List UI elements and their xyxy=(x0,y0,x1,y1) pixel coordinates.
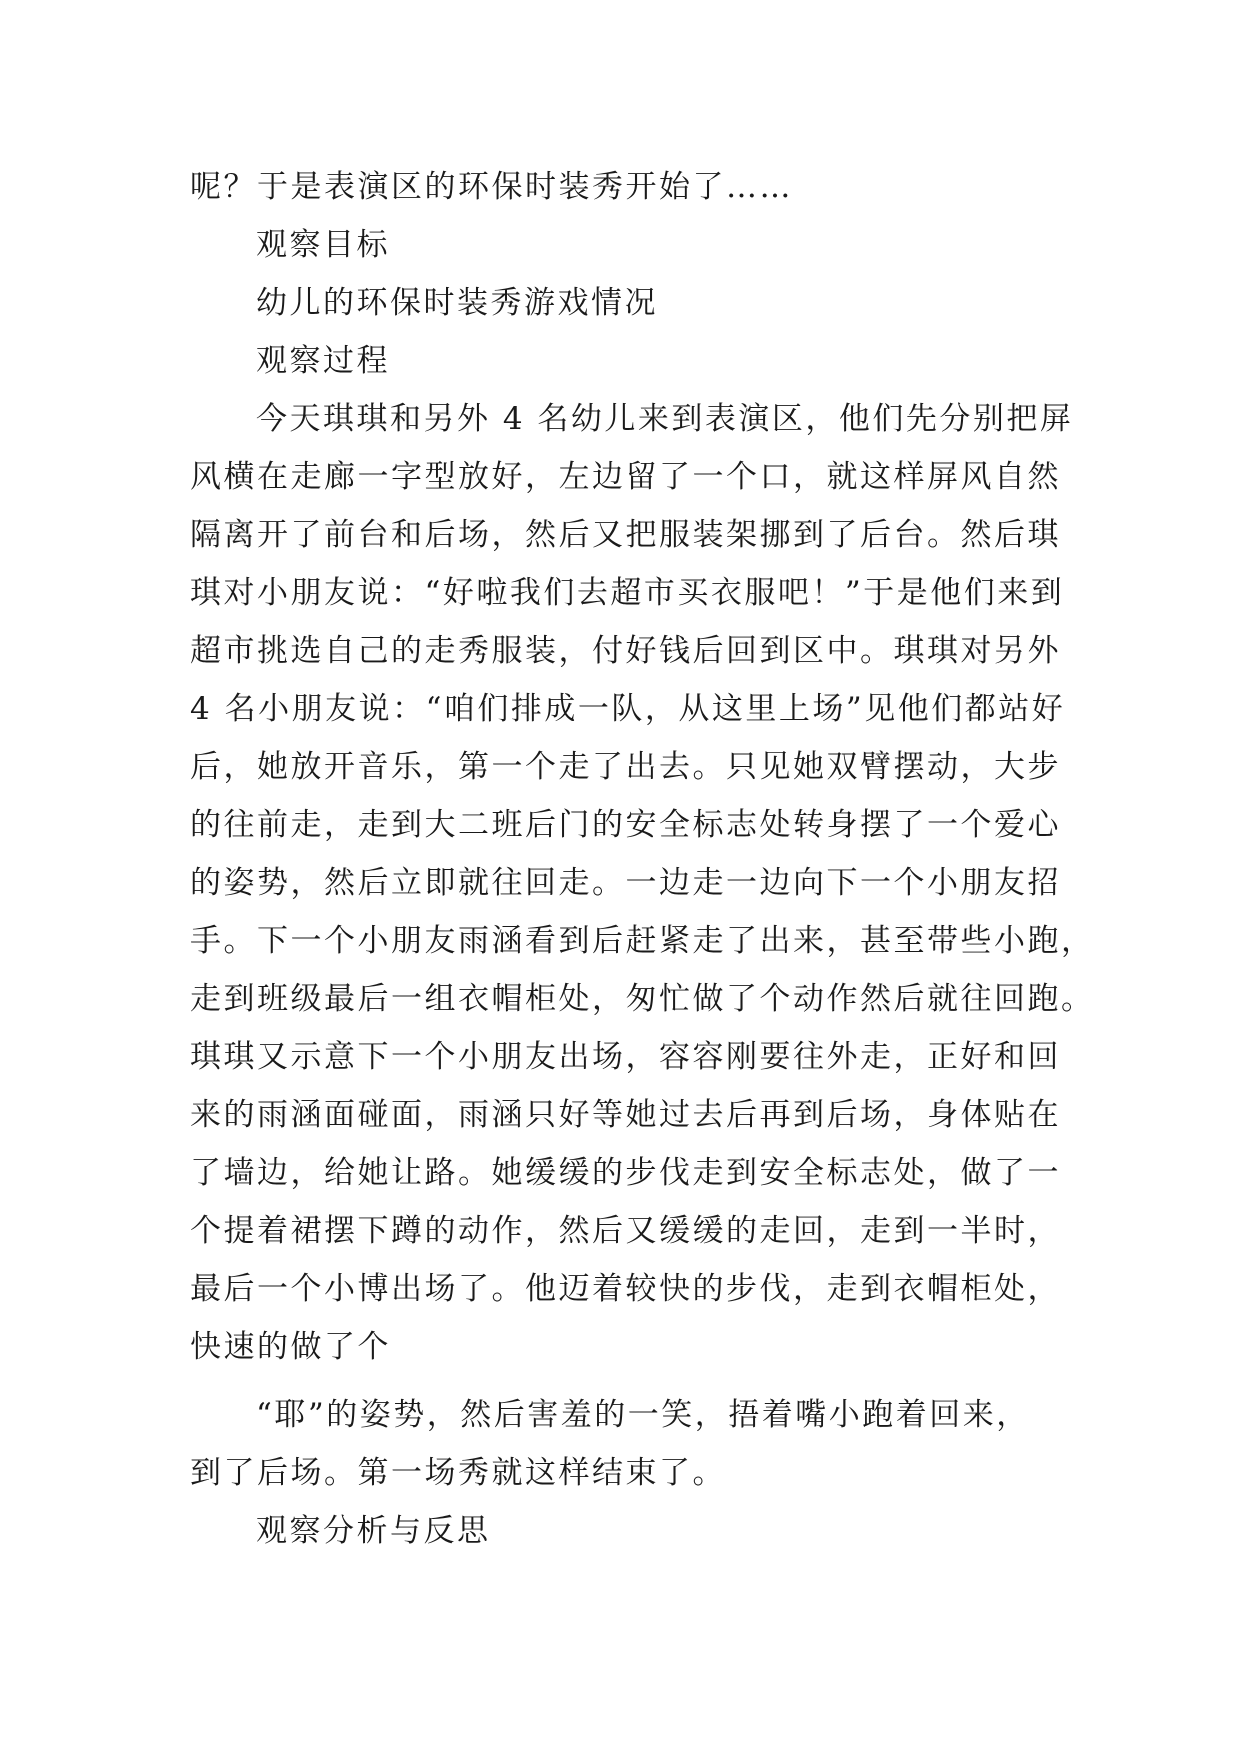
text-line: 的往前走，走到大二班后门的安全标志处转身摆了一个爱心 xyxy=(190,807,1061,843)
text-line: 来的雨涵面碰面，雨涵只好等她过去后再到后场，身体贴在 xyxy=(190,1097,1061,1133)
text-line: 幼儿的环保时装秀游戏情况 xyxy=(256,285,658,321)
text-line: 个提着裙摆下蹲的动作，然后又缓缓的走回，走到一半时， xyxy=(190,1213,1061,1249)
text-line: 后，她放开音乐，第一个走了出去。只见她双臂摆动，大步 xyxy=(190,749,1061,785)
text-line: 琪对小朋友说：“好啦我们去超市买衣服吧！”于是他们来到 xyxy=(190,575,1065,611)
text-line: 的姿势，然后立即就往回走。一边走一边向下一个小朋友招 xyxy=(190,865,1061,901)
text-line: 最后一个小博出场了。他迈着较快的步伐，走到衣帽柜处， xyxy=(190,1271,1061,1307)
text-line: 到了后场。第一场秀就这样结束了。 xyxy=(190,1455,726,1491)
text-line: 快速的做了个 xyxy=(190,1329,391,1365)
text-line: 手。下一个小朋友雨涵看到后赶紧走了出来，甚至带些小跑， xyxy=(190,923,1095,959)
section-heading-analysis-reflection: 观察分析与反思 xyxy=(256,1513,491,1549)
text-line: 风横在走廊一字型放好，左边留了一个口，就这样屏风自然 xyxy=(190,459,1061,495)
text-line: 隔离开了前台和后场，然后又把服装架挪到了后台。然后琪 xyxy=(190,517,1061,553)
text-line: 超市挑选自己的走秀服装，付好钱后回到区中。琪琪对另外 xyxy=(190,633,1061,669)
section-heading-observation-goal: 观察目标 xyxy=(256,227,390,263)
text-line: 今天琪琪和另外 4 名幼儿来到表演区，他们先分别把屏 xyxy=(256,401,1074,437)
text-line: 呢？于是表演区的环保时装秀开始了…… xyxy=(190,169,793,205)
section-heading-observation-process: 观察过程 xyxy=(256,343,390,379)
text-line: 4 名小朋友说：“咱们排成一队，从这里上场”见他们都站好 xyxy=(190,691,1066,727)
text-line: 琪琪又示意下一个小朋友出场，容容刚要往外走，正好和回 xyxy=(190,1039,1061,1075)
text-line: “耶”的姿势，然后害羞的一笑，捂着嘴小跑着回来， xyxy=(256,1397,1030,1433)
text-line: 走到班级最后一组衣帽柜处，匆忙做了个动作然后就往回跑。 xyxy=(190,981,1095,1017)
text-line: 了墙边，给她让路。她缓缓的步伐走到安全标志处，做了一 xyxy=(190,1155,1061,1191)
document-page xyxy=(190,158,1095,1560)
